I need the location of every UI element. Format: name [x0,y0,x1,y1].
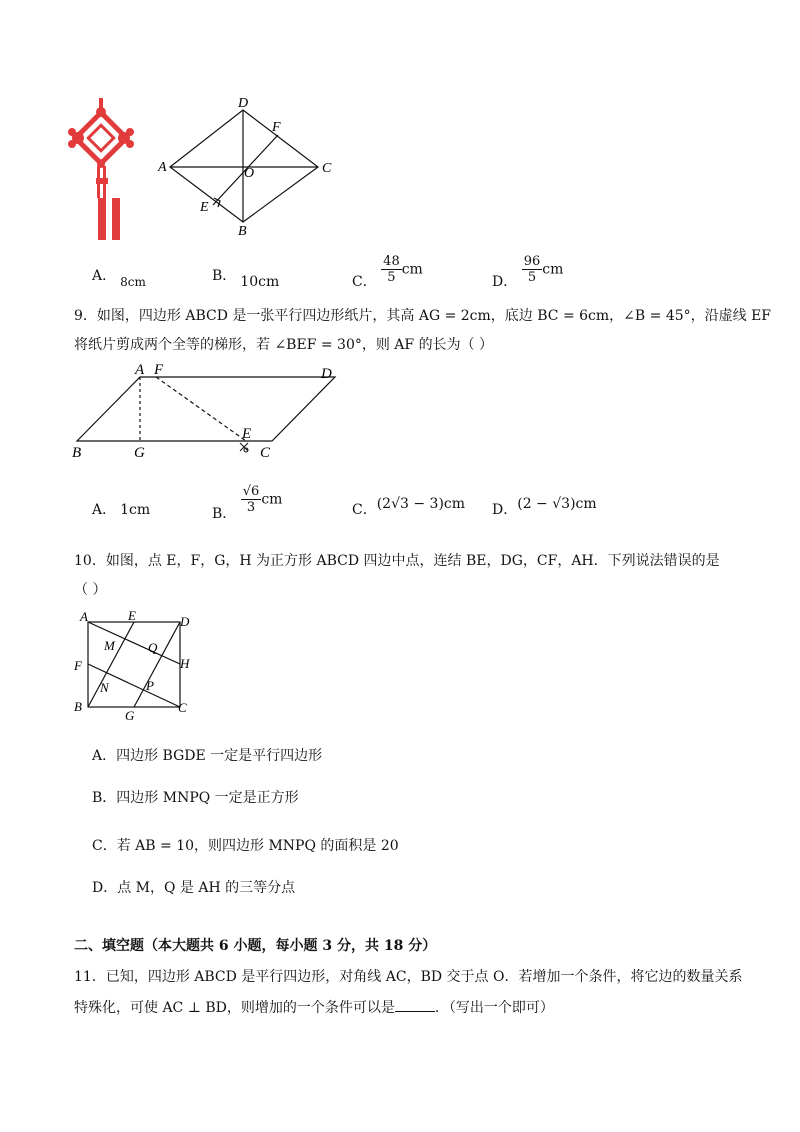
q8-option-b: B． 10cm [212,268,280,290]
label-A: A [80,609,88,624]
q9-option-d: D．(2 − √3)cm [492,496,597,518]
label-F: F [154,362,164,378]
label-E: E [200,200,209,215]
q10-stem-line2: （ ） [74,582,107,598]
label-D: D [321,366,332,382]
label-B: B [238,224,247,239]
label-M: M [104,638,115,653]
parallelogram-figure [70,362,350,462]
label-B: B [72,445,82,461]
q11-stem-line1: 11．已知，四边形 ABCD 是平行四边形，对角线 AC，BD 交于点 O．若增加一个条件，将它边的数量关系 [74,969,743,985]
section-heading: 二、填空题（本大题共 6 小题，每小题 3 分，共 18 分） [74,938,437,954]
answer-blank[interactable] [395,997,435,1012]
rhombus-figure [156,95,336,240]
q10-option-d: D．点 M，Q 是 AH 的三等分点 [92,880,296,896]
square-figure [70,604,200,724]
q8-option-a: A． 8cm [92,268,146,289]
label-C: C [322,161,332,176]
q9-stem-line1: 9．如图，四边形 ABCD 是一张平行四边形纸片，其高 AG = 2cm，底边 BC = 6cm，∠B = 45°，沿虚线 EF [74,308,772,324]
label-H: H [180,656,190,671]
label-A: A [135,362,145,378]
label-F: F [272,120,281,135]
label-C: C [178,700,187,715]
label-N: N [100,680,109,695]
q9-option-c: C．(2√3 − 3)cm [352,496,466,518]
q9-stem-line2: 将纸片剪成两个全等的梯形，若 ∠BEF = 30°，则 AF 的长为（ ） [74,337,494,353]
label-E: E [128,608,136,623]
q10-option-b: B．四边形 MNPQ 一定是正方形 [92,790,299,806]
q10-option-a: A．四边形 BGDE 一定是平行四边形 [92,748,323,764]
q9-option-b: B． $\frac{√6}{3}$ cm [212,484,283,522]
q11-stem-line2: 特殊化，可使 AC ⊥ BD，则增加的一个条件可以是 ．（写出一个即可） [74,997,554,1018]
label-G: G [125,708,135,723]
q9-option-a: A． 1cm [92,502,151,518]
chinese-knot-icon [68,98,136,243]
q8-option-d: D． $\frac{96}{5}$ cm [492,254,564,290]
label-E: E [242,426,252,442]
label-D: D [238,96,249,111]
q10-stem-line1: 10．如图，点 E，F，G，H 为正方形 ABCD 四边中点，连结 BE，DG，CF，AH．下列说法错误的是 [74,553,720,569]
label-Q: Q [148,640,158,655]
label-F: F [74,658,82,673]
label-C: C [260,445,271,461]
label-D: D [180,614,190,629]
q8-option-c: C． $\frac{48}{5}$ cm [352,254,423,290]
label-A: A [158,160,167,175]
label-G: G [134,445,145,461]
q10-option-c: C．若 AB = 10，则四边形 MNPQ 的面积是 20 [92,838,399,854]
label-B: B [74,699,82,714]
label-P: P [146,678,154,693]
label-O: O [244,166,255,181]
